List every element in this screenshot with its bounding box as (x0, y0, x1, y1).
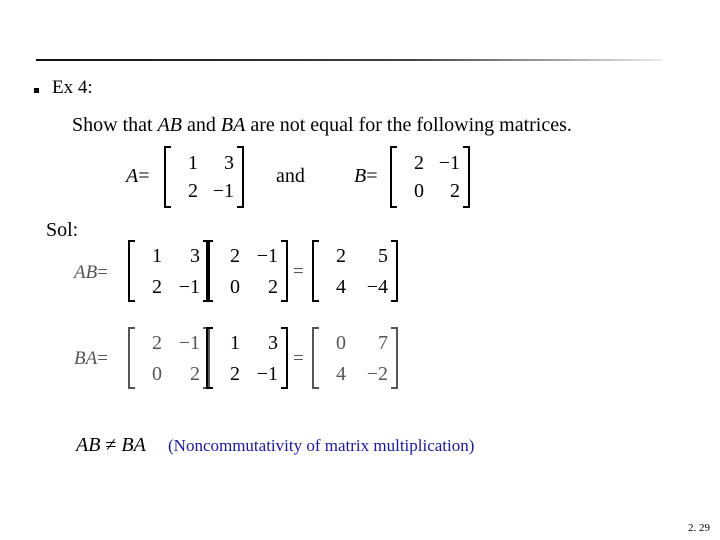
problem-statement: Show that AB and BA are not equal for the following matrices. (72, 114, 572, 136)
example-heading: Ex 4: (52, 77, 93, 98)
ab-equals: = (293, 261, 304, 282)
ba-product-label: BA= (74, 348, 108, 369)
matrix-a-label: A= (126, 165, 150, 187)
solution-label: Sol: (46, 219, 79, 241)
bullet-icon (34, 88, 39, 93)
matrix-b: 2 −1 0 2 (390, 146, 470, 208)
ab-factor-b: 2 −1 0 2 (206, 240, 288, 302)
matrix-a: 1 3 2 −1 (164, 146, 244, 208)
page-number: 2. 29 (688, 522, 710, 534)
ba-equals: = (293, 348, 304, 369)
matrix-b-label: B= (354, 165, 378, 187)
noncommutativity-note: (Noncommutativity of matrix multiplication) (168, 436, 475, 455)
ab-factor-a: 1 3 2 −1 (128, 240, 210, 302)
ba-factor-b: 2 −1 0 2 (128, 327, 210, 389)
inequality-statement: AB ≠ BA (76, 434, 146, 456)
ba-result-matrix: 0 7 4 −2 (312, 327, 398, 389)
title-rule (36, 59, 662, 61)
ab-product-label: AB= (74, 262, 108, 283)
ba-factor-a: 1 3 2 −1 (206, 327, 288, 389)
ab-result-matrix: 2 5 4 −4 (312, 240, 398, 302)
and-text: and (276, 165, 305, 187)
